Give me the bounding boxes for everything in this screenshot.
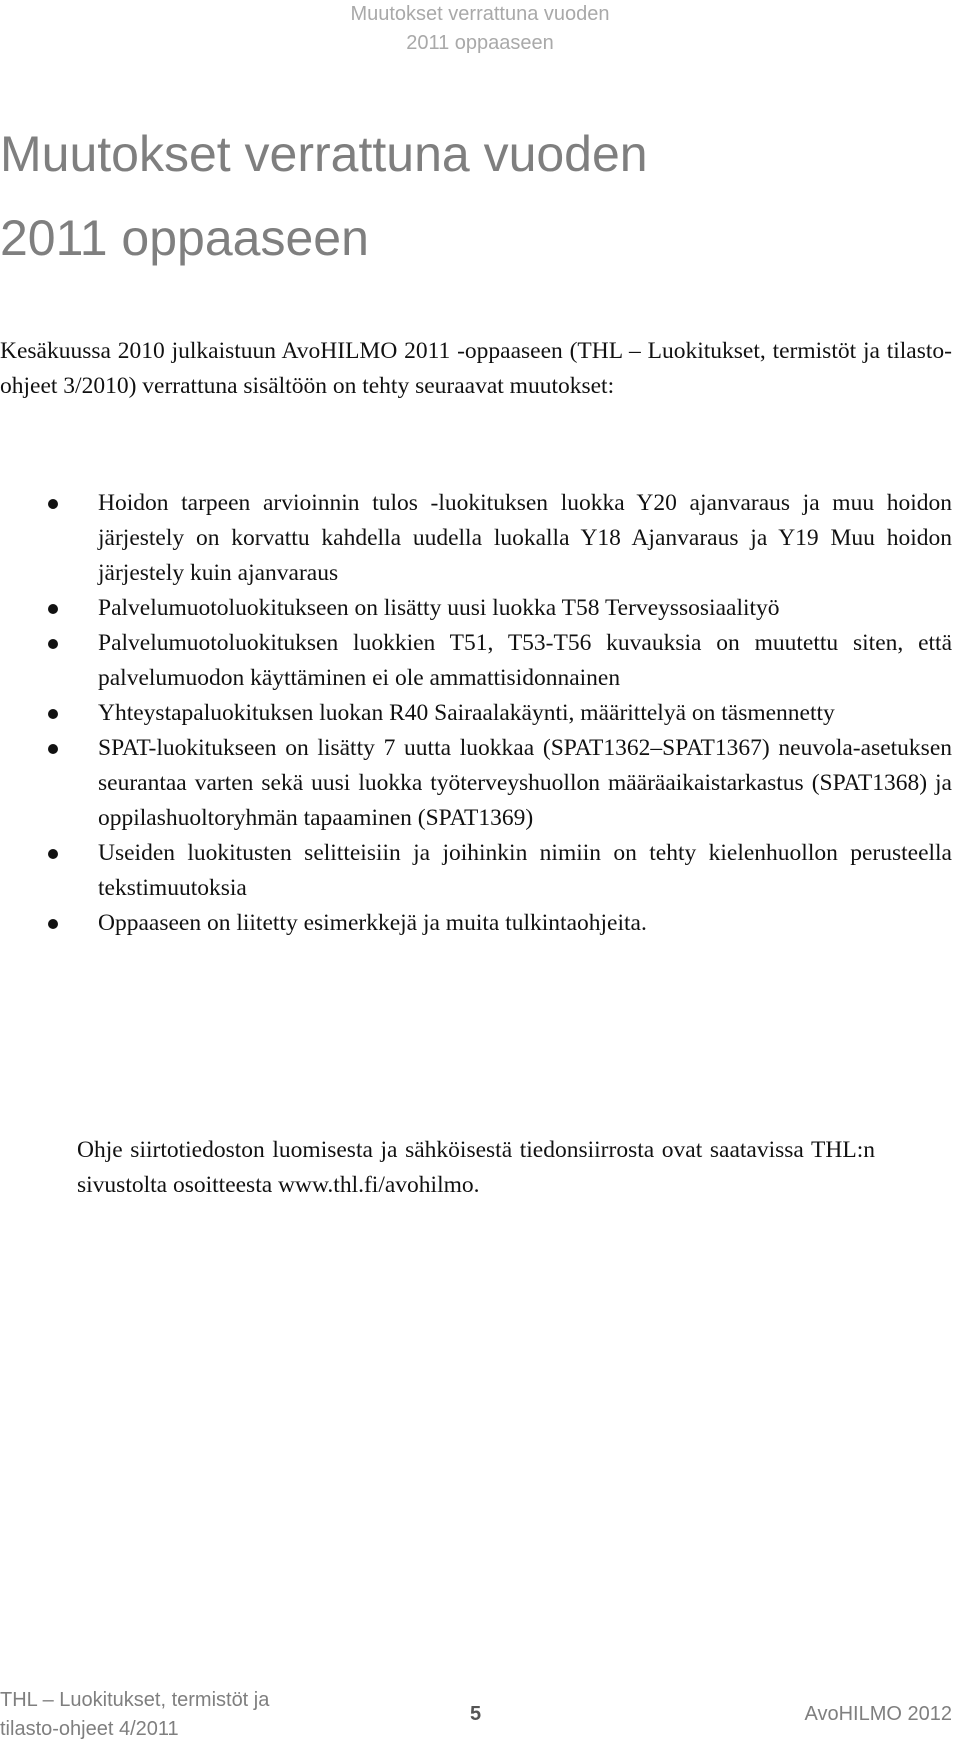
change-item-text: Oppaaseen on liitetty esimerkkejä ja muita tulkintaohjeita. <box>98 910 647 936</box>
bullet-icon <box>48 709 58 719</box>
change-item <box>0 906 952 941</box>
change-item-text: Useiden luokitusten selitteisiin ja joihinkin nimiin on tehty kielenhuollon perusteella tekstimuutoksia <box>98 840 952 901</box>
page-title <box>0 112 900 280</box>
change-item-text: Hoidon tarpeen arvioinnin tulos -luokituksen luokka Y20 ajanvaraus ja muu hoidon järjestely on korvattu kahdella uudella luokalla Y18 Ajanvaraus ja Y19 Muu hoidon järjestely kuin ajanvaraus <box>98 490 952 586</box>
change-item <box>0 626 952 696</box>
bullet-icon <box>48 604 58 614</box>
bullet-icon <box>48 919 58 929</box>
change-item-text: SPAT-luokitukseen on lisätty 7 uutta luokkaa (SPAT1362–SPAT1367) neuvola-asetuksen seurantaa varten sekä uusi luokka työterveyshuollon määräaikaistarkastus (SPAT1368) ja oppilashuoltoryhmän tapaaminen (SPAT1369) <box>98 735 952 831</box>
page-number: 5 <box>470 1703 482 1725</box>
closing-paragraph: Ohje siirtotiedoston luomisesta ja sähköisestä tiedonsiirrosta ovat saatavissa THL:n sivustolta osoitteesta www.thl.fi/avohilmo. <box>77 1137 875 1198</box>
footer-publication <box>0 1686 269 1744</box>
footer-publication-line-1: THL – Luokitukset, termistöt ja <box>0 1689 270 1711</box>
running-header <box>0 0 960 58</box>
footer-publication-line-2: tilasto-ohjeet 4/2011 <box>0 1718 179 1740</box>
intro-paragraph: Kesäkuussa 2010 julkaistuun AvoHILMO 2011 -oppaaseen (THL – Luokitukset, termistöt ja tilasto-ohjeet 3/2010) verrattuna sisältöön on tehty seuraavat muutokset: <box>0 338 952 399</box>
bullet-icon <box>48 639 58 649</box>
page-title-line-2: 2011 oppaaseen <box>0 210 369 266</box>
footer-document-name: AvoHILMO 2012 <box>804 1703 952 1725</box>
change-item <box>0 731 952 836</box>
bullet-icon <box>48 744 58 754</box>
change-item <box>0 836 952 906</box>
change-item-text: Palvelumuotoluokituksen luokkien T51, T53-T56 kuvauksia on muutettu siten, että palvelumuodon käyttäminen ei ole ammattisidonnainen <box>98 630 952 691</box>
change-item-text: Yhteystapaluokituksen luokan R40 Sairaalakäynti, määrittelyä on täsmennetty <box>98 700 835 726</box>
bullet-icon <box>48 499 58 509</box>
change-item <box>0 591 952 626</box>
running-header-line-1: Muutokset verrattuna vuoden <box>350 3 610 25</box>
changes-list <box>0 486 952 941</box>
page-footer <box>0 1686 952 1748</box>
page-title-line-1: Muutokset verrattuna vuoden <box>0 126 648 182</box>
change-item-text: Palvelumuotoluokitukseen on lisätty uusi luokka T58 Terveyssosiaalityö <box>98 595 780 621</box>
change-item <box>0 696 952 731</box>
bullet-icon <box>48 849 58 859</box>
running-header-line-2: 2011 oppaaseen <box>406 32 554 54</box>
change-item <box>0 486 952 591</box>
